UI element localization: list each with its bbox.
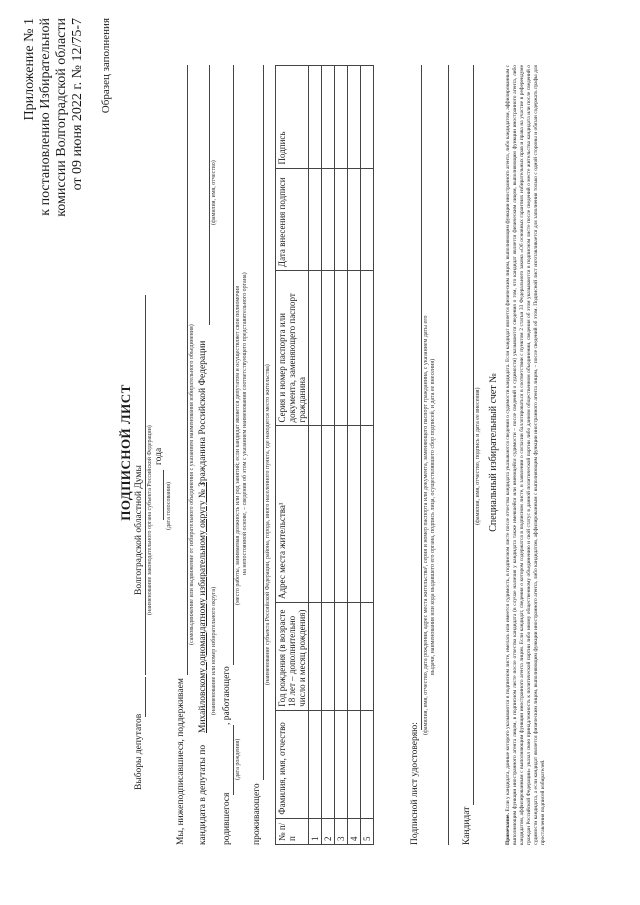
candidate-prefix: кандидата в депутаты по	[198, 744, 208, 845]
cell[interactable]	[322, 602, 335, 710]
page-title: ПОДПИСНОЙ ЛИСТ	[118, 384, 133, 521]
cell[interactable]	[348, 602, 361, 710]
col-number: № п/п	[276, 818, 309, 844]
cell[interactable]	[309, 66, 322, 169]
election-body-hint: (наименование законодательного органа субъекта Российской Федерации)	[147, 425, 153, 615]
born-hint: (дата рождения)	[235, 738, 241, 780]
table-header-row	[276, 66, 309, 845]
appendix-line: от 09 июня 2022 г. № 12/75-7	[70, 18, 85, 191]
cell[interactable]	[348, 168, 361, 271]
col-birth-year: Год рождения (в возрасте 18 лет – дополнительно число и месяц рождения)	[276, 602, 309, 710]
cell[interactable]	[361, 602, 374, 710]
living-hint: (наименование субъекта Российской Федерации, района, города, иного населенного пункта, где находится место жительства)	[265, 364, 271, 685]
col-passport: Серия и номер паспорта или документа, заменяющего паспорт гражданина	[276, 271, 309, 426]
citizen-text: гражданина Российской Федерации	[198, 340, 208, 485]
cell[interactable]	[335, 271, 348, 426]
support-hint: (самовыдвижение или выдвижение от избирательного объединения с указанием наименования избирательного объединения)	[189, 324, 195, 645]
cell[interactable]	[322, 710, 335, 818]
cell[interactable]	[309, 426, 322, 603]
row-number: 2	[322, 818, 335, 844]
table-row	[309, 66, 322, 845]
support-text: Мы, нижеподписавшиеся, поддерживаем	[176, 678, 186, 845]
note-text: Если у кандидата, данные которого указываются в подписном листе, имелась или имеется судимость, в подписном листе после отчества кандидата указываются сведения о судимости кандидата. Если кандидат является физическим лицом, выполняющим функции иностранного агента, либо кандидатом, аффилированным с выполняющим функции иностранного агента лицом, в подписном листе после отчества кандидата (в случае наличия у кандидата также имевшейся или имеющейся судимости – после сведений о судимости) указываются сведения о том, что кандидат является физическим лицом, выполняющим функции иностранного агента, либо кандидатом, аффилированным с выполняющим функции иностранного агента лицом. Если кандидат, сведения о котором содержатся в подписном листе, в заявлении о согласии баллотироваться в соответствии с пунктом 2 статьи 33 Федерального закона «Об основных гарантиях избирательных прав и права на участие в референдуме граждан Российской Федерации» указал свою принадлежность к политической партии либо иному общественному объединению и свой статус в данной политической партии либо данном общественном объединении, сведения об этом указываются в подписном листе после сведений о месте жительства кандидата или после сведений о судимости кандидата, а если кандидат является физическим лицом, выполняющим функции иностранного агента, либо кандидатом, аффилированным с выполняющим функции иностранного агента лицом, – после сведений об этом. Подписной лист изготавливается для заполнения только с одной стороны и обязан содержать графы для проставления подписей избирателей.	[505, 65, 546, 845]
cell[interactable]	[322, 426, 335, 603]
cell[interactable]	[361, 66, 374, 169]
cell[interactable]	[309, 710, 322, 818]
born-label: родившегося	[222, 792, 232, 845]
cell[interactable]	[348, 710, 361, 818]
cell[interactable]	[322, 168, 335, 271]
appendix-title: Приложение № 1	[22, 18, 37, 121]
row-number: 1	[309, 818, 322, 844]
signatures-table	[275, 65, 374, 845]
living-label: проживающего	[252, 783, 262, 845]
cell[interactable]	[335, 66, 348, 169]
work-hint-2: на непостоянной основе, – сведения об этом с указанием наименования соответствующего представительного органа)	[242, 272, 248, 575]
election-prefix: Выборы депутатов	[134, 713, 144, 790]
candidate-sign-hint: (фамилия, имя, отчество, подпись и дата ее внесения)	[475, 387, 481, 525]
cell[interactable]	[309, 271, 322, 426]
district-hint: (наименование или номер избирательного округа)	[211, 586, 217, 715]
sample-label: Образец заполнения	[100, 18, 112, 114]
table-row	[348, 66, 361, 845]
certified-hint: (фамилия, имя, отчество, дата рождения, адрес места жительства¹, серия и номер паспорта или документа, заменяющего паспорт гражданина, с указанием даты его	[423, 315, 429, 735]
appendix-header	[22, 18, 86, 217]
cell[interactable]	[361, 271, 374, 426]
col-signature: Подпись	[276, 66, 309, 169]
cell[interactable]	[335, 426, 348, 603]
row-number: 5	[361, 818, 374, 844]
cell[interactable]	[309, 168, 322, 271]
cell[interactable]	[309, 602, 322, 710]
col-sign-date: Дата внесения подписи	[276, 168, 309, 271]
note	[505, 65, 547, 845]
cell[interactable]	[335, 710, 348, 818]
name-hint: (фамилия, имя, отчество)	[211, 160, 217, 225]
table-row	[322, 66, 335, 845]
candidate-sign-label: Кандидат	[462, 806, 472, 845]
cell[interactable]	[335, 168, 348, 271]
cell[interactable]	[348, 426, 361, 603]
table-row	[335, 66, 348, 845]
election-body: Волгоградской областной Думы	[134, 465, 144, 595]
appendix-line: комиссии Волгоградской области	[54, 18, 69, 217]
cell[interactable]	[348, 66, 361, 169]
row-number: 4	[348, 818, 361, 844]
candidate-district: Михайловскому одномандатному избирательному округу № 3	[198, 481, 208, 733]
col-full-name: Фамилия, имя, отчество	[276, 710, 309, 818]
cell[interactable]	[361, 710, 374, 818]
col-address: Адрес места жительства¹	[276, 426, 309, 603]
cell[interactable]	[348, 271, 361, 426]
appendix-line: к постановлению Избирательной	[38, 18, 53, 216]
table-row	[361, 66, 374, 845]
cell[interactable]	[361, 168, 374, 271]
election-date-hint: (дата голосования)	[166, 481, 172, 530]
cell[interactable]	[361, 426, 374, 603]
cell[interactable]	[335, 602, 348, 710]
certified-hint-2: выдачи, наименования или кода выдавшего его органа, подпись лица, осуществлявшего сбор подписей, и дата ее внесения)	[430, 358, 436, 675]
special-account: Специальный избирательный счет №	[488, 373, 499, 532]
cell[interactable]	[322, 271, 335, 426]
row-number: 3	[335, 818, 348, 844]
certified-label: Подписной лист удостоверяю:	[410, 722, 420, 845]
note-label: Примечание.	[505, 813, 511, 845]
election-year: года	[154, 447, 164, 465]
working-label: , работающего	[222, 666, 232, 725]
work-hint: (место работы, занимаемая должность или род занятий; если кандидат является депутатом и осуществляет свои полномочия	[235, 285, 241, 605]
cell[interactable]	[322, 66, 335, 169]
